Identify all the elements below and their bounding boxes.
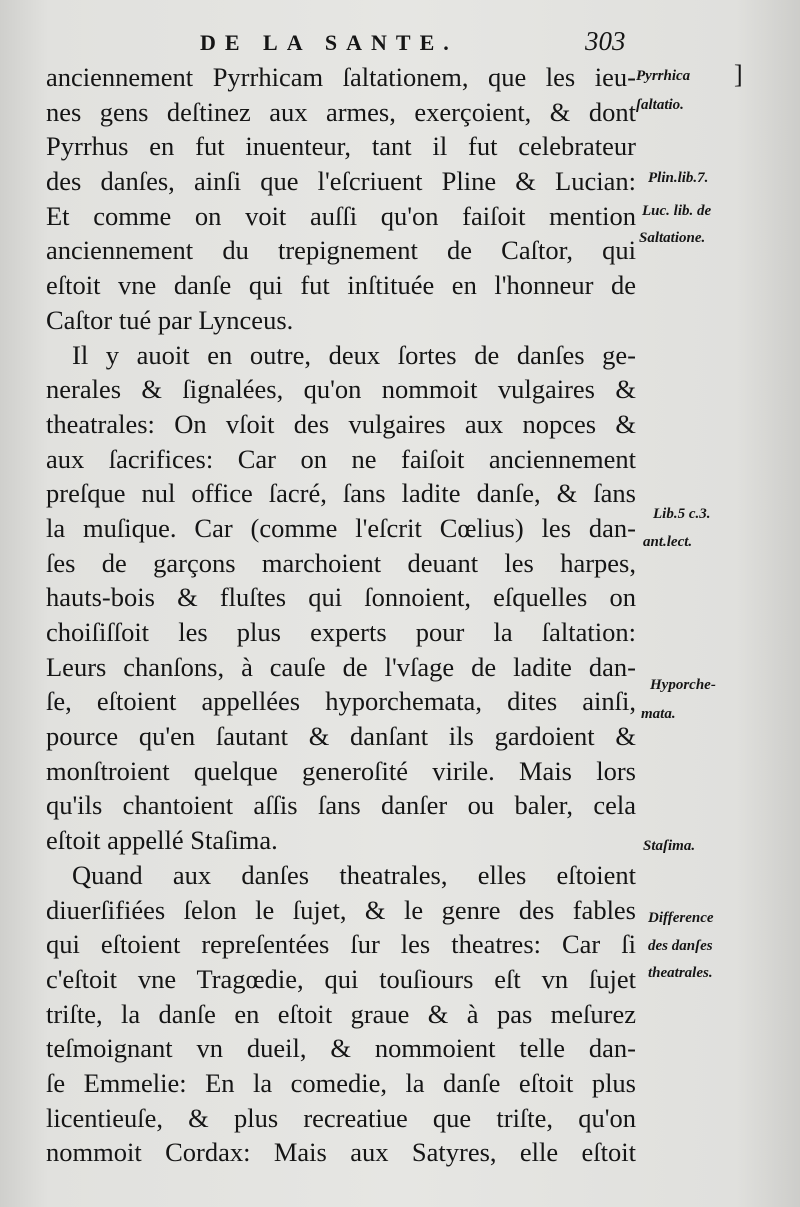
margin-note: mata. — [641, 706, 676, 722]
text-line: licentieuſe, & plus recreatiue que triſte, qu'on — [46, 1102, 636, 1133]
text-line: monſtroient quelque generoſité virile. Mais lors — [46, 755, 636, 786]
text-line: ſes de garçons marchoient deuant les harpes, — [46, 547, 636, 578]
text-line: Il y auoit en outre, deux ſortes de danſes ge- — [72, 339, 636, 370]
margin-note: Saltatione. — [639, 230, 706, 246]
margin-note: Luc. lib. de — [642, 203, 712, 219]
margin-bracket: ] — [734, 60, 743, 89]
text-line: anciennement Pyrrhicam ſaltationem, que les ieu- — [46, 62, 636, 92]
margin-note: Hyporche- — [650, 677, 716, 693]
text-line: des danſes, ainſi que l'eſcriuent Pline & Lucian: — [46, 166, 636, 197]
text-line: aux ſacrifices: Car on ne faiſoit anciennement — [46, 443, 636, 474]
running-head: DE LA SANTE. — [200, 30, 458, 55]
margin-note: Staſima. — [643, 838, 696, 854]
text-line: Quand aux danſes theatrales, elles eſtoient — [72, 859, 636, 890]
text-line: preſque nul office ſacré, ſans ladite danſe, & ſans — [46, 478, 636, 509]
text-line: Et comme on voit auſſi qu'on faiſoit mention — [46, 200, 636, 231]
text-line: diuerſifiées ſelon le ſujet, & le genre des fables — [46, 894, 636, 925]
text-line: ſe, eſtoient appellées hyporchemata, dites ainſi, — [46, 686, 636, 717]
text-line: nes gens deſtinez aux armes, exerçoient, & dont — [46, 96, 636, 127]
text-line: Leurs chanſons, à cauſe de l'vſage de ladite dan- — [46, 651, 636, 682]
text-line: pource qu'en ſautant & danſant ils gardoient & — [46, 721, 636, 752]
text-line: Pyrrhus en fut inuenteur, tant il fut celebrateur — [46, 131, 636, 162]
text-line: c'eſtoit vne Tragœdie, qui touſiours eſt vn ſujet — [46, 963, 636, 994]
text-line: la muſique. Car (comme l'eſcrit Cœlius) les dan- — [46, 512, 636, 543]
text-line: eſtoit vne danſe qui fut inſtituée en l'honneur de — [46, 270, 636, 301]
text-line: nerales & ſignalées, qu'on nommoit vulgaires & — [46, 374, 636, 405]
margin-note: des danſes — [648, 938, 713, 954]
text-line: qui eſtoient repreſentées ſur les theatres: Car ſi — [46, 929, 636, 960]
text-line: nommoit Cordax: Mais aux Satyres, elle eſtoit — [46, 1137, 636, 1168]
text-line: teſmoignant vn dueil, & nommoient telle dan- — [46, 1033, 636, 1064]
text-line: anciennement du trepignement de Caſtor, qui — [46, 235, 636, 266]
margin-note: Lib.5 c.3. — [653, 506, 711, 522]
margin-note: Pyrrhica — [636, 68, 691, 84]
text-line: ſe Emmelie: En la comedie, la danſe eſtoit plus — [46, 1067, 636, 1098]
text-line: triſte, la danſe en eſtoit graue & à pas meſurez — [46, 998, 636, 1029]
text-line: eſtoit appellé Staſima. — [46, 825, 278, 856]
margin-note: Plin.lib.7. — [648, 170, 709, 186]
page-number: 303 — [585, 26, 626, 56]
text-line: Caſtor tué par Lynceus. — [46, 304, 294, 335]
margin-note: ſaltatio. — [636, 97, 684, 113]
margin-note: ant.lect. — [643, 534, 693, 550]
text-line: qu'ils chantoient aſſis ſans danſer ou baler, cela — [46, 790, 636, 821]
text-line: hauts-bois & fluſtes qui ſonnoient, eſquelles on — [46, 582, 636, 613]
margin-note: Difference — [648, 910, 714, 926]
margin-note: theatrales. — [648, 965, 713, 981]
text-line: choiſiſſoit les plus experts pour la ſaltation: — [46, 617, 636, 647]
text-line: theatrales: On vſoit des vulgaires aux nopces & — [46, 408, 636, 439]
